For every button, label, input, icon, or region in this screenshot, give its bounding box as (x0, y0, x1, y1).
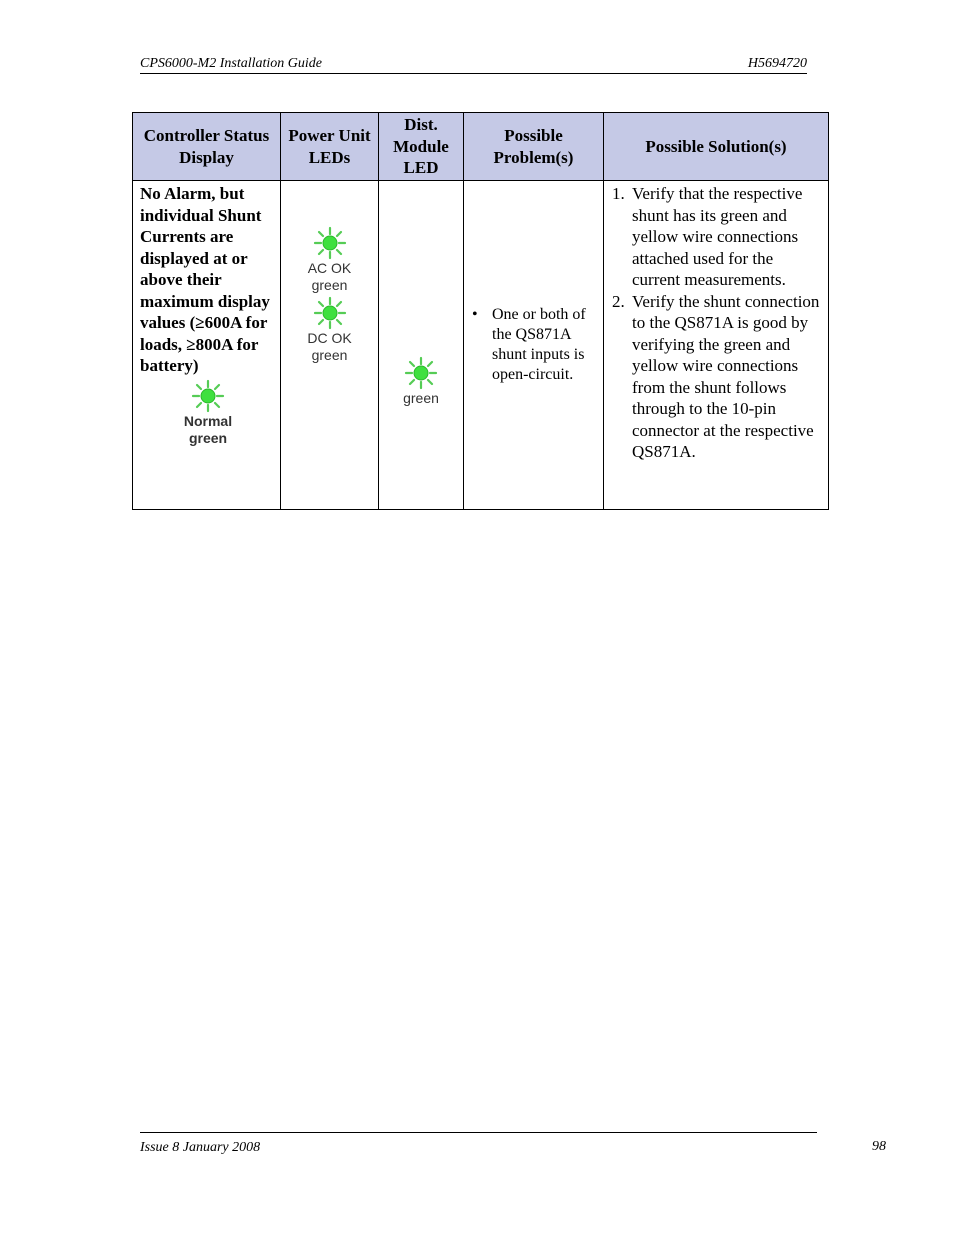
status-text: No Alarm, but individual Shunt Currents are displayed at or above their maximum display values (≥600A for loads, ≥800A for battery) (140, 184, 270, 375)
column-header-power-leds: Power Unit LEDs (281, 113, 379, 181)
solution-text: Verify that the respective shunt has its green and yellow wire connections attached used for the current measurements. (632, 184, 803, 289)
list-number: 2. (612, 291, 625, 311)
column-header-problems: Possible Problem(s) (464, 113, 604, 181)
troubleshooting-table (132, 112, 829, 510)
led-label: DC OK (307, 330, 352, 346)
led-green-icon (313, 226, 347, 260)
page-header (140, 56, 807, 74)
dc-ok-led-indicator (300, 296, 360, 364)
led-label: Normal (183, 412, 233, 429)
led-color-label: green (311, 277, 348, 293)
column-header-status: Controller Status Display (133, 113, 281, 181)
normal-led-indicator (178, 379, 238, 447)
bullet-icon: • (472, 306, 478, 323)
solution-list (612, 183, 824, 463)
problem-text: One or both of the QS871A shunt inputs is open-circuit. (492, 306, 586, 383)
led-green-icon (191, 379, 225, 413)
footer-issue-date: Issue 8 January 2008 (140, 1140, 261, 1155)
solutions-cell (604, 181, 829, 510)
list-number: 1. (612, 184, 625, 203)
power-leds-cell (281, 181, 379, 510)
column-header-dist-led: Dist. Module LED (379, 113, 464, 181)
page-footer (140, 1132, 817, 1155)
header-doc-title: CPS6000-M2 Installation Guide (140, 56, 322, 71)
led-green-icon (313, 296, 347, 330)
table-row (133, 181, 829, 510)
problem-list (472, 305, 599, 385)
column-header-solutions: Possible Solution(s) (604, 113, 829, 181)
led-color-label: green (311, 347, 348, 363)
list-item (612, 183, 824, 291)
ac-ok-led-indicator (300, 226, 360, 294)
page-number: 98 (872, 1139, 886, 1154)
led-label: AC OK (307, 260, 352, 276)
led-color-label: green (188, 429, 228, 446)
solution-text: Verify the shunt connection to the QS871A is good by verifying the green and yellow wire connections from the shunt follows through to the 10-pin connector at the respective QS871A. (632, 291, 820, 461)
dist-led-cell (379, 181, 464, 510)
led-green-icon (404, 356, 438, 390)
status-cell (133, 181, 281, 510)
list-item (472, 305, 599, 385)
header-doc-number: H5694720 (747, 56, 807, 71)
led-color-label: green (403, 390, 439, 406)
problems-cell (464, 181, 604, 510)
list-item (612, 291, 824, 463)
table-header-row (133, 113, 829, 181)
dist-module-led-indicator (391, 356, 451, 407)
